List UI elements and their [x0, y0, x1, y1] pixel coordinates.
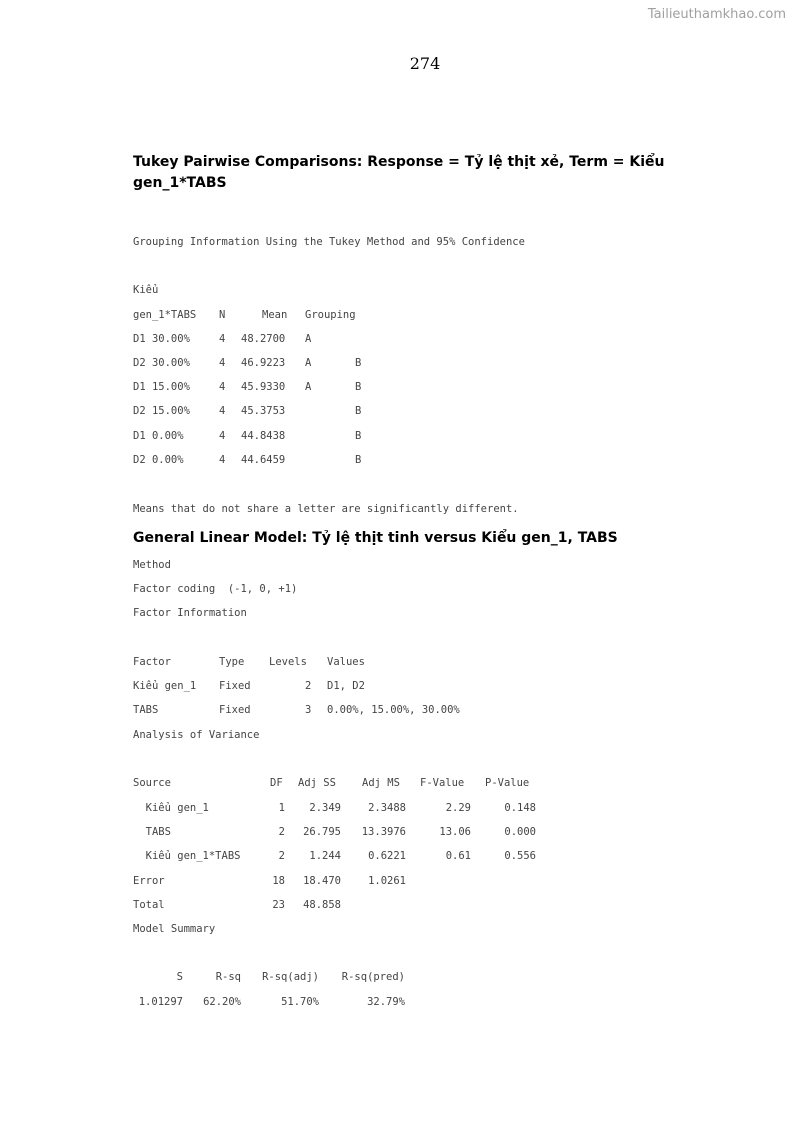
mean: 44.6459 [241, 454, 286, 466]
ms-header: Adj MS [362, 777, 400, 789]
p-value: 0.556 [504, 850, 536, 862]
group-b: B [355, 357, 362, 369]
df-header: DF [270, 777, 283, 789]
rsq-adj-header: R-sq(adj) [262, 971, 319, 983]
adj-ss: 2.349 [309, 802, 341, 814]
factor-col-header: Factor [133, 656, 171, 668]
f-header: F-Value [420, 777, 465, 789]
level: D1 30.00% [133, 333, 190, 345]
n: 4 [219, 333, 226, 345]
f-value: 2.29 [445, 802, 471, 814]
df: 2 [278, 826, 285, 838]
group-b: B [355, 454, 362, 466]
glm-title: General Linear Model: Tỷ lệ thịt tinh versus Kiểu gen_1, TABS [133, 530, 618, 546]
mean: 45.3753 [241, 405, 286, 417]
rsq-pred-value: 32.79% [367, 996, 405, 1008]
group-a: A [305, 333, 312, 345]
tukey-header-kieu: Kiểu [133, 284, 159, 296]
factor: TABS [133, 704, 159, 716]
ss-header: Adj SS [298, 777, 336, 789]
level: D1 15.00% [133, 381, 190, 393]
mean: 45.9330 [241, 381, 286, 393]
col-n-header: N [219, 309, 226, 321]
group-b: B [355, 381, 362, 393]
rsq-value: 62.20% [203, 996, 241, 1008]
df: 1 [278, 802, 285, 814]
tukey-title-line2: gen_1*TABS [133, 175, 227, 191]
values: 0.00%, 15.00%, 30.00% [327, 704, 460, 716]
factor-coding: Factor coding (-1, 0, +1) [133, 583, 298, 595]
group-b: B [355, 430, 362, 442]
f-value: 0.61 [445, 850, 471, 862]
values-col-header: Values [327, 656, 365, 668]
col-mean-header: Mean [262, 309, 288, 321]
df: 18 [272, 875, 285, 887]
method-label: Method [133, 559, 171, 571]
adj-ss: 1.244 [309, 850, 341, 862]
tukey-title-line1: Tukey Pairwise Comparisons: Response = Tỷ lệ thịt xẻ, Term = Kiểu [133, 154, 665, 170]
source: TABS [133, 826, 171, 838]
col-level-header: gen_1*TABS [133, 309, 197, 321]
anova-title: Analysis of Variance [133, 729, 260, 741]
group-b: B [355, 405, 362, 417]
type: Fixed [219, 680, 251, 692]
tukey-note: Means that do not share a letter are significantly different. [133, 503, 519, 515]
rsq-adj-value: 51.70% [281, 996, 319, 1008]
adj-ss: 26.795 [303, 826, 341, 838]
level: D1 0.00% [133, 430, 184, 442]
n: 4 [219, 454, 226, 466]
level: D2 15.00% [133, 405, 190, 417]
level: D2 30.00% [133, 357, 190, 369]
source: Error [133, 875, 165, 887]
grouping-info: Grouping Information Using the Tukey Method and 95% Confidence [133, 236, 525, 248]
watermark: Tailieuthamkhao.com [647, 7, 786, 22]
n: 4 [219, 357, 226, 369]
levels-col-header: Levels [269, 656, 307, 668]
factor-info-title: Factor Information [133, 607, 247, 619]
p-header: P-Value [485, 777, 530, 789]
values: D1, D2 [327, 680, 365, 692]
col-grouping-header: Grouping [305, 309, 356, 321]
level: D2 0.00% [133, 454, 184, 466]
df: 2 [278, 850, 285, 862]
mean: 46.9223 [241, 357, 286, 369]
adj-ms: 1.0261 [368, 875, 406, 887]
type-col-header: Type [219, 656, 245, 668]
df: 23 [272, 899, 285, 911]
n: 4 [219, 430, 226, 442]
p-value: 0.000 [504, 826, 536, 838]
adj-ss: 18.470 [303, 875, 341, 887]
s-value: 1.01297 [138, 996, 183, 1008]
source: Total [133, 899, 165, 911]
group-a: A [305, 357, 312, 369]
model-summary-title: Model Summary [133, 923, 216, 935]
factor: Kiểu gen_1 [133, 680, 197, 692]
type: Fixed [219, 704, 251, 716]
n: 4 [219, 405, 226, 417]
levels: 2 [305, 680, 312, 692]
source: Kiểu gen_1*TABS [133, 850, 241, 862]
mean: 44.8438 [241, 430, 286, 442]
mean: 48.2700 [241, 333, 286, 345]
s-header: S [176, 971, 183, 983]
levels: 3 [305, 704, 312, 716]
page-number: 274 [409, 54, 441, 73]
rsq-header: R-sq [215, 971, 241, 983]
source-header: Source [133, 777, 171, 789]
group-a: A [305, 381, 312, 393]
n: 4 [219, 381, 226, 393]
p-value: 0.148 [504, 802, 536, 814]
rsq-pred-header: R-sq(pred) [341, 971, 405, 983]
adj-ss: 48.858 [303, 899, 341, 911]
adj-ms: 2.3488 [368, 802, 406, 814]
f-value: 13.06 [439, 826, 471, 838]
adj-ms: 0.6221 [368, 850, 406, 862]
source: Kiểu gen_1 [133, 802, 209, 814]
adj-ms: 13.3976 [361, 826, 406, 838]
